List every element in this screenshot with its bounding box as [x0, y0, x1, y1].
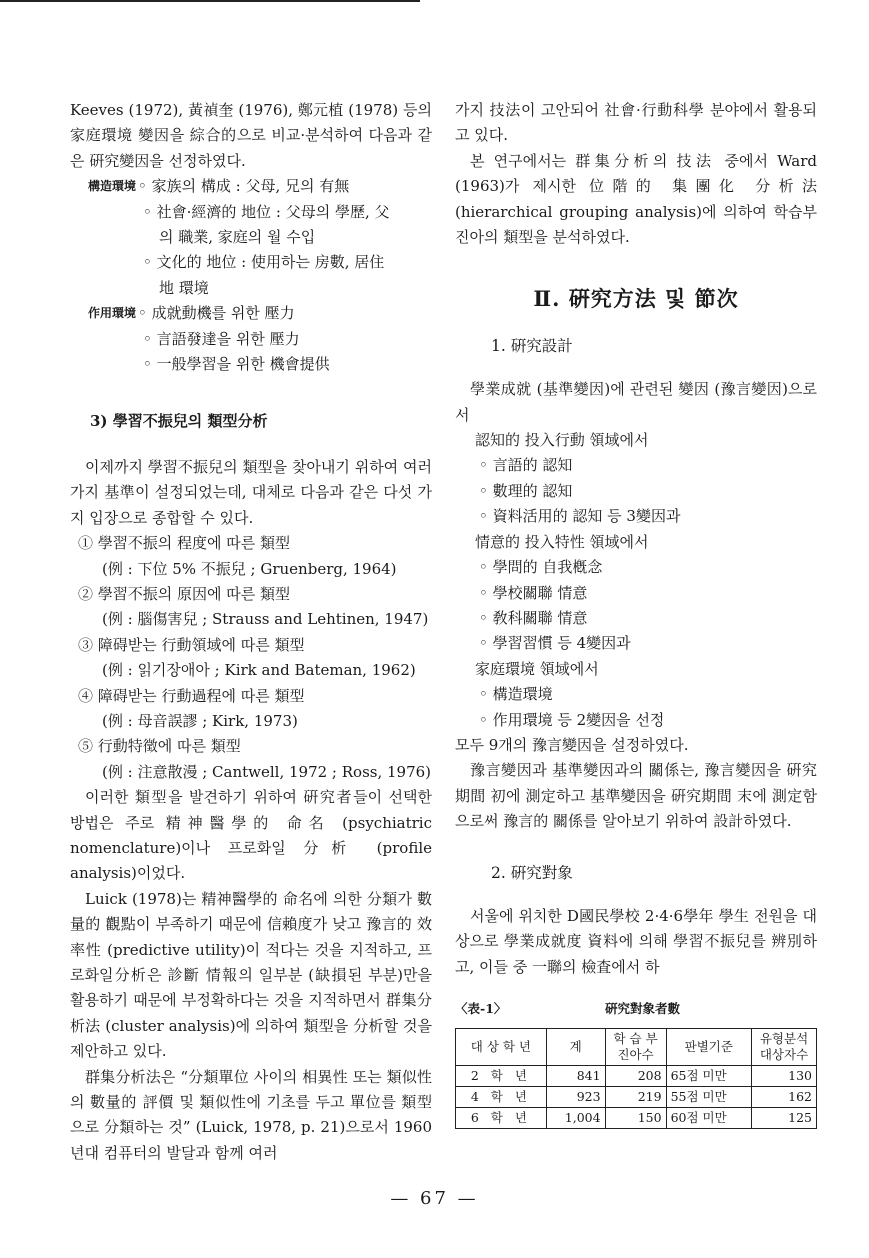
list-item-label: ③ 障碍받는 行動領域에 따른 類型: [78, 635, 305, 654]
structural-env-item: ◦ 家族의 構成 : 父母, 兄의 有無: [138, 177, 350, 196]
variable-item: ◦ 學校關聯 情意: [479, 583, 588, 602]
operational-env-tag: 作用環境: [87, 306, 136, 321]
list-item-label: ② 學習不振의 原因에 따른 類型: [78, 584, 291, 603]
variable-item: ◦ 作用環境 등 2變因을 선정: [479, 710, 665, 729]
table-header-cell: 대 상 학 년: [456, 1028, 547, 1065]
table-cell: 130: [752, 1065, 817, 1086]
body-paragraph: 본 연구에서는 群集分析의 技法 중에서 Ward (1963)가 제시한 位階的 集團化 分析法 (hierarchical grouping analysis)에 의하여 학습부진아의 類型을 분석하였다.: [455, 151, 817, 247]
operational-env-item: ◦ 言語發達을 위한 壓力: [143, 329, 300, 348]
table-cell: 841: [546, 1065, 605, 1086]
table-cell: 162: [752, 1086, 817, 1107]
section-heading: 3) 學習不振兒의 類型分析: [90, 412, 268, 431]
body-paragraph: 이제까지 學習不振兒의 類型을 찾아내기 위하여 여러가지 基準이 설정되었는데, 대체로 다음과 같은 다섯 가지 입장으로 종합할 수 있다.: [70, 457, 432, 527]
operational-env-item: ◦ 成就動機를 위한 壓力: [138, 304, 295, 323]
body-paragraph: 서울에 위치한 D國民學校 2·4·6學年 學生 전원을 대상으로 學業成就度 資料에 의해 學習不振兒를 辨別하고, 이들 중 一聯의 檢査에서 하: [455, 906, 817, 976]
table-cell: 6 학 년: [456, 1107, 547, 1128]
list-item-example: (例 : 注意散漫 ; Cantwell, 1972 ; Ross, 1976): [102, 762, 432, 781]
table-header-cell: 판별기준: [666, 1028, 751, 1065]
subsection-title: 1. 硏究設計: [491, 336, 573, 355]
top-rule: [0, 0, 420, 2]
table-number: 〈表-1〉: [455, 1001, 507, 1017]
domain-heading: 認知的 投入行動 領域에서: [475, 431, 649, 450]
body-paragraph: 모두 9개의 豫言變因을 설정하였다.: [455, 735, 689, 754]
intro-paragraph: Keeves (1972), 黃禎奎 (1976), 鄭元植 (1978) 등의 家庭環境 變因을 綜合的으로 비교·분석하여 다음과 같은 硏究變因을 선정하였다.: [70, 101, 432, 170]
table-cell: 1,004: [546, 1107, 605, 1128]
page-number: — 67 —: [390, 1188, 479, 1209]
list-item-label: ⑤ 行動特徵에 따른 類型: [78, 737, 241, 756]
structural-env-block: [70, 174, 432, 199]
domain-heading: 情意的 投入特性 領域에서: [475, 532, 649, 551]
body-paragraph: 學業成就 (基準變因)에 관련된 變因 (豫言變因)으로서: [455, 380, 817, 424]
left-column: [70, 98, 432, 1166]
table-cell: 150: [605, 1107, 666, 1128]
domain-heading: 家庭環境 領域에서: [475, 659, 599, 678]
chapter-title: Ⅱ. 硏究方法 및 節次: [533, 286, 739, 312]
variable-item: ◦ 數理的 認知: [479, 481, 573, 500]
body-paragraph: 이러한 類型을 발견하기 위하여 硏究者들이 선택한 방법은 주로 精神醫學的 命名 (psychiatric nomenclature)이나 프로화일 分析 (profile analysis)이었다.: [70, 788, 432, 883]
table-row: [456, 1086, 817, 1107]
table-header-cell: 계: [546, 1028, 605, 1065]
table-caption: [455, 996, 817, 1021]
structural-env-item-cont: 의 職業, 家庭의 월 수입: [159, 228, 316, 247]
table-row: [456, 1107, 817, 1128]
list-item-example: (例 : 下位 5% 不振兒 ; Gruenberg, 1964): [102, 559, 397, 578]
body-paragraph: 群集分析法은 “分類單位 사이의 相異性 또는 類似性의 數量的 評價 및 類似性에 기초를 두고 單位를 類型으로 分類하는 것” (Luick, 1978, p. 21)으로서 1960년대 컴퓨터의 발달과 함께 여러: [70, 1067, 432, 1162]
table-title: 硏究對象者數: [605, 1001, 681, 1017]
variable-item: ◦ 學習習慣 등 4變因과: [479, 634, 631, 653]
body-paragraph: 가지 技法이 고안되어 社會·行動科學 분야에서 활용되고 있다.: [455, 101, 817, 145]
body-paragraph: 豫言變因과 基準變因과의 關係는, 豫言變因을 硏究期間 初에 測定하고 基準變因을 硏究期間 末에 測定함으로써 豫言的 關係를 알아보기 위하여 設計하였다.: [455, 761, 817, 831]
table-header-cell: 유형분석 대상자수: [752, 1028, 817, 1065]
table-cell: 55점 미만: [666, 1086, 751, 1107]
table-header-cell: 학 습 부진아수: [605, 1028, 666, 1065]
table-header-row: [456, 1028, 817, 1065]
variable-item: ◦ 學問的 自我槪念: [479, 558, 603, 577]
variable-item: ◦ 構造環境: [479, 685, 553, 704]
table-cell: 4 학 년: [456, 1086, 547, 1107]
subjects-table: [455, 1028, 817, 1129]
table-cell: 208: [605, 1065, 666, 1086]
variable-item: ◦ 言語的 認知: [479, 456, 573, 475]
table-cell: 219: [605, 1086, 666, 1107]
operational-env-block: [70, 301, 432, 326]
body-paragraph: Luick (1978)는 精神醫學的 命名에 의한 分類가 數量的 觀點이 부족하기 때문에 信賴度가 낮고 豫言的 效率性 (predictive utility)이 적다는 것을 지적하고, 프로화일分析은 診斷 情報의 일부분 (缺損된 부분)만을 활용하기 때문에 부정확하다는 것을 지적하면서 群集分析法 (cluster analysis)에 의하여 類型을 分析할 것을 제안하고 있다.: [70, 889, 432, 1061]
operational-env-item: ◦ 一般學習을 위한 機會提供: [143, 355, 330, 374]
table-cell: 923: [546, 1086, 605, 1107]
structural-env-item-cont: 地 環境: [159, 278, 209, 297]
table-row: [456, 1065, 817, 1086]
structural-env-item: ◦ 文化的 地位 : 使用하는 房數, 居住: [143, 253, 385, 272]
table-cell: 65점 미만: [666, 1065, 751, 1086]
list-item-label: ④ 障碍받는 行動過程에 따른 類型: [78, 686, 305, 705]
subsection-title: 2. 硏究對象: [491, 863, 573, 882]
structural-env-item: ◦ 社會·經濟的 地位 : 父母의 學歷, 父: [143, 202, 390, 221]
table-cell: 60점 미만: [666, 1107, 751, 1128]
type-list: [70, 531, 432, 785]
variable-item: ◦ 資料活用的 認知 등 3變因과: [479, 507, 681, 526]
right-column: [455, 98, 817, 1129]
list-item-example: (例 : 母音誤謬 ; Kirk, 1973): [102, 711, 298, 730]
list-item-label: ① 學習不振의 程度에 따른 類型: [78, 534, 291, 553]
structural-env-tag: 構造環境: [87, 179, 136, 194]
list-item-example: (例 : 읽기장애아 ; Kirk and Bateman, 1962): [102, 661, 416, 680]
variable-item: ◦ 敎科關聯 情意: [479, 608, 588, 627]
list-item-example: (例 : 腦傷害兒 ; Strauss and Lehtinen, 1947): [102, 610, 429, 629]
table-cell: 2 학 년: [456, 1065, 547, 1086]
table-cell: 125: [752, 1107, 817, 1128]
